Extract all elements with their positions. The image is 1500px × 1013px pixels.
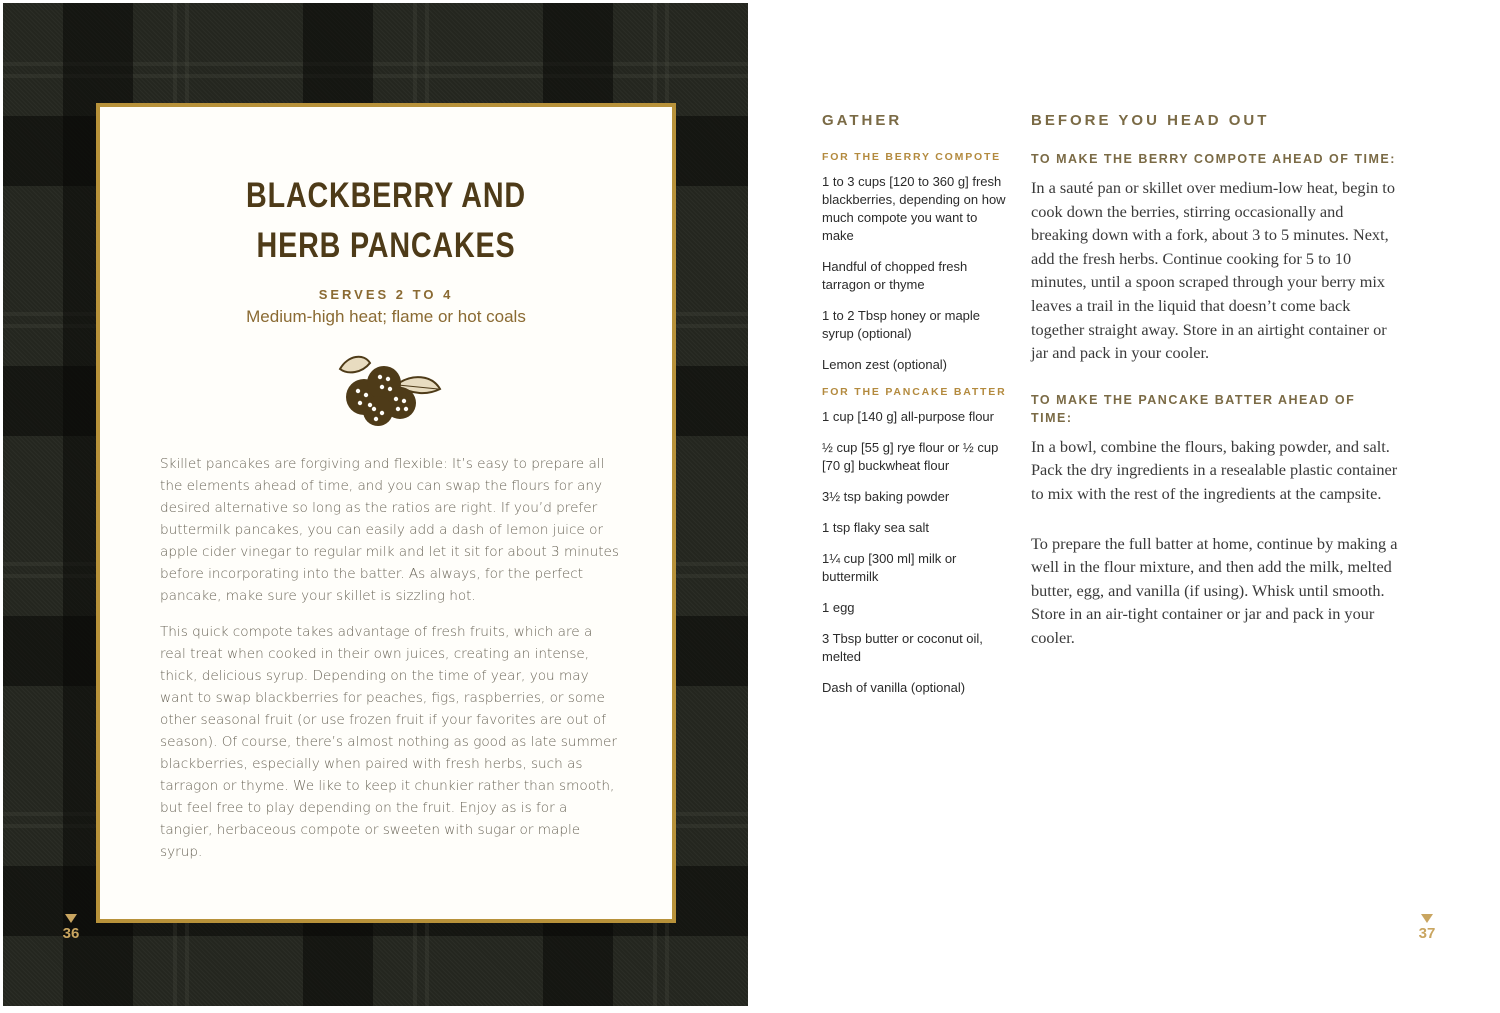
left-page-plaid-background — [3, 3, 748, 1006]
ingredient-item: 1 cup [140 g] all-purpose flour — [822, 409, 994, 424]
ingredient-item: 1 to 3 cups [120 to 360 g] fresh blackberries, depending on how much compote you want to make — [822, 174, 1006, 243]
page-number-left — [57, 914, 85, 942]
before-you-head-out-heading: BEFORE YOU HEAD OUT — [1031, 112, 1270, 129]
batter-step-text-1: In a bowl, combine the flours, baking powder, and salt. Pack the dry ingredients in a resealable plastic container to mix with the rest of the ingredients at the campsite. — [1031, 436, 1398, 503]
page-number-right — [1413, 914, 1441, 942]
ingredient-item: Lemon zest (optional) — [822, 357, 948, 372]
recipe-card — [96, 103, 676, 923]
ingredient-item: 1 to 2 Tbsp honey or maple syrup (optional) — [822, 308, 981, 341]
recipe-title-line-2: HERB PANCAKES — [256, 226, 516, 265]
ingredient-item: 3½ tsp baking powder — [822, 489, 950, 504]
batter-step-heading: TO MAKE THE PANCAKE BATTER AHEAD OF TIME: — [1031, 392, 1356, 425]
ingredient-item: 1 tsp flaky sea salt — [822, 520, 929, 535]
blackberry-illustration-icon — [334, 347, 444, 432]
preparation-column — [1031, 150, 1401, 676]
page-marker-triangle-icon — [65, 914, 77, 923]
heat-instruction: Medium-high heat; flame or hot coals — [246, 307, 526, 326]
page-number-left-label: 36 — [62, 925, 80, 942]
ingredient-item: 1¼ cup [300 ml] milk or buttermilk — [822, 551, 957, 584]
page-marker-triangle-icon — [1421, 914, 1433, 923]
intro-paragraph-2: This quick compote takes advantage of fresh fruits, which are a real treat when cooked in their own juices, creating an intense, thick, delicious syrup. Depending on the time of year, you may want to swap blackberries for peaches, figs, raspberries, or some other seasonal fruit (or use frozen fruit if your favorites are out of season). Of course, there’s almost nothing as good as late summer blackberries, especially when paired with fresh herbs, such as tarragon or thyme. We like to keep it chunkier rather than smooth, but feel free to play depending on the fruit. Enjoy as is for a tangier, herbaceous compote or sweeten with sugar or maple syrup. — [160, 624, 617, 860]
page-number-right-label: 37 — [1418, 925, 1436, 942]
recipe-title-line-1: BLACKBERRY AND — [246, 176, 526, 215]
batter-ingredients-subheading: FOR THE PANCAKE BATTER — [822, 386, 1007, 398]
compote-ingredients-subheading: FOR THE BERRY COMPOTE — [822, 151, 1001, 163]
gather-heading: GATHER — [822, 112, 903, 129]
compote-step-heading: TO MAKE THE BERRY COMPOTE AHEAD OF TIME: — [1031, 152, 1396, 166]
compote-step-text: In a sauté pan or skillet over medium-low heat, begin to cook down the berries, stirring occasionally and breaking down with a fork, about 3 to 5 minutes. Next, add the fresh herbs. Continue cooking for 5 to 10 minutes, until a spoon scraped through your berry mix leaves a trail in the liquid that doesn’t come back together straight away. Store in an airtight container or jar and pack in your cooler. — [1031, 178, 1395, 363]
servings-label: SERVES 2 TO 4 — [318, 287, 454, 302]
intro-paragraph-1: Skillet pancakes are forgiving and flexible: It’s easy to prepare all the elements ahead of time, and you can swap the flours for any desired alternative so long as the ratios are right. If you’d prefer buttermilk pancakes, you can easily add a dash of lemon juice or apple cider vinegar to regular milk and let it sit for about 3 minutes before incorporating into the batter. As always, for the perfect pancake, make sure your skillet is sizzling hot. — [160, 456, 619, 604]
ingredient-item: ½ cup [55 g] rye flour or ½ cup [70 g] buckwheat flour — [822, 440, 999, 473]
ingredient-item: 1 egg — [822, 600, 855, 615]
ingredient-item: Dash of vanilla (optional) — [822, 680, 966, 695]
ingredient-item: 3 Tbsp butter or coconut oil, melted — [822, 631, 983, 664]
batter-step-text-2: To prepare the full batter at home, continue by making a well in the flour mixture, and then add the milk, melted butter, egg, and vanilla (if using). Whisk until smooth. Store in an air-tight container or jar and pack in your cooler. — [1031, 533, 1398, 647]
ingredients-column — [822, 150, 1012, 710]
ingredient-item: Handful of chopped fresh tarragon or thyme — [822, 259, 968, 292]
